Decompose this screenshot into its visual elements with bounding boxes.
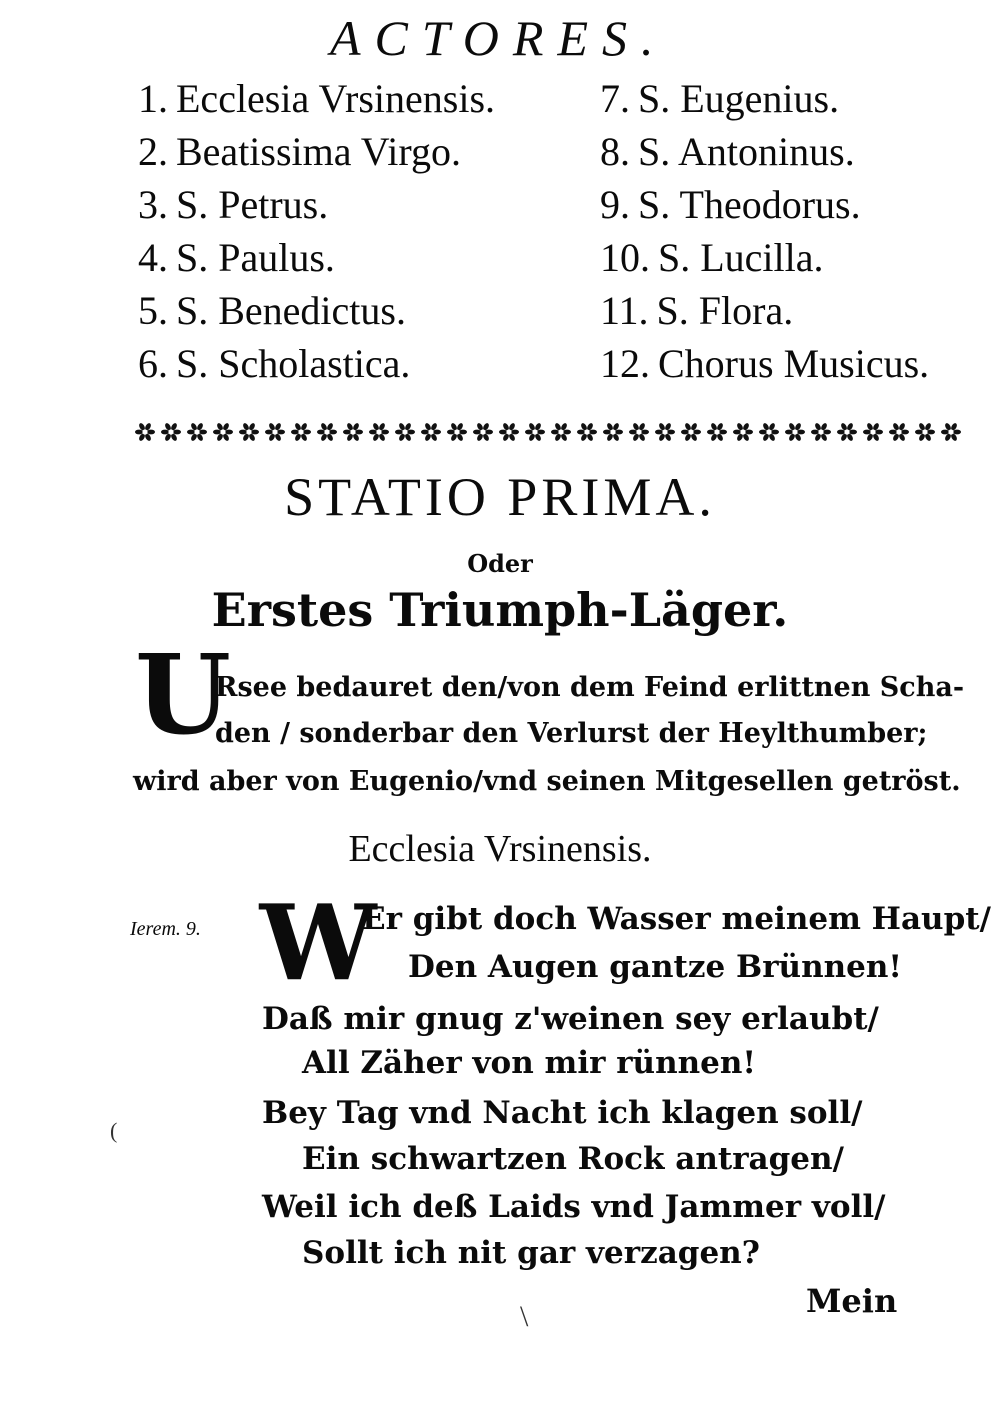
cast-name: S. Flora. [656,288,794,333]
cast-number: 3. [138,182,168,227]
summary-line: den / sonderbar den Verlurst der Heylthumber; [215,718,928,749]
print-speck-icon: \ [520,1300,529,1333]
cast-number: 9. [600,182,630,227]
catchword: Mein [806,1282,898,1320]
cast-name: S. Benedictus. [176,288,406,333]
verse-line: Ein schwartzen Rock antragen/ [302,1141,844,1177]
speaker-name: Ecclesia Vrsinensis. [348,828,652,870]
margin-reference: Ierem. 9. [130,918,201,940]
cast-item [138,231,495,284]
drop-cap: U [135,630,231,759]
cast-name: Chorus Musicus. [658,341,930,386]
cast-item [600,231,929,284]
cast-list-right [600,72,929,390]
cast-name: Ecclesia Vrsinensis. [176,76,496,121]
cast-name: Beatissima Virgo. [176,129,461,174]
cast-name: S. Theodorus. [638,182,861,227]
cast-item [600,284,929,337]
verse-line: Daß mir gnug z'weinen sey erlaubt/ [262,1001,879,1037]
cast-number: 4. [138,235,168,280]
cast-number: 5. [138,288,168,333]
cast-number: 2. [138,129,168,174]
cast-name: S. Scholastica. [176,341,411,386]
cast-number: 6. [138,341,168,386]
verse-line: Den Augen gantze Brünnen! [408,949,903,985]
cast-name: S. Lucilla. [658,235,824,280]
cast-number: 11. [600,288,649,333]
cast-number: 12. [600,341,650,386]
cast-item [138,284,495,337]
print-speck-icon: ( [110,1118,118,1143]
drop-cap: W [259,881,377,1004]
section-subtitle: Erstes Triumph-Läger. [211,583,789,637]
cast-item [600,178,929,231]
cast-heading: ACTORES. [330,10,668,66]
cast-name: S. Eugenius. [638,76,840,121]
cast-number: 8. [600,129,630,174]
cast-item [600,125,929,178]
cast-name: S. Petrus. [176,182,329,227]
cast-item [138,178,495,231]
summary-line: wird aber von Eugenio/vnd seinen Mitgesellen getröst. [133,766,961,797]
cast-item [600,337,929,390]
section-connector: Oder [467,549,533,578]
cast-list-left [138,72,495,390]
cast-item [138,72,495,125]
section-title: STATIO PRIMA. [284,467,716,527]
verse-line: Weil ich deß Laids vnd Jammer voll/ [262,1189,886,1225]
cast-number: 1. [138,76,168,121]
summary-line: Rsee bedauret den/von dem Feind erlittnen Scha- [215,672,965,703]
verse-line: Sollt ich nit gar verzagen? [302,1235,760,1271]
verse-line: Bey Tag vnd Nacht ich klagen soll/ [262,1095,863,1131]
cast-number: 7. [600,76,630,121]
cast-item [138,125,495,178]
cast-item [138,337,495,390]
cast-name: S. Paulus. [176,235,335,280]
cast-number: 10. [600,235,650,280]
cast-item [600,72,929,125]
ornamental-border-icon [132,412,962,452]
verse-line: All Zäher von mir rünnen! [302,1045,757,1081]
verse-line: Er gibt doch Wasser meinem Haupt/ [362,901,991,937]
cast-name: S. Antoninus. [638,129,855,174]
